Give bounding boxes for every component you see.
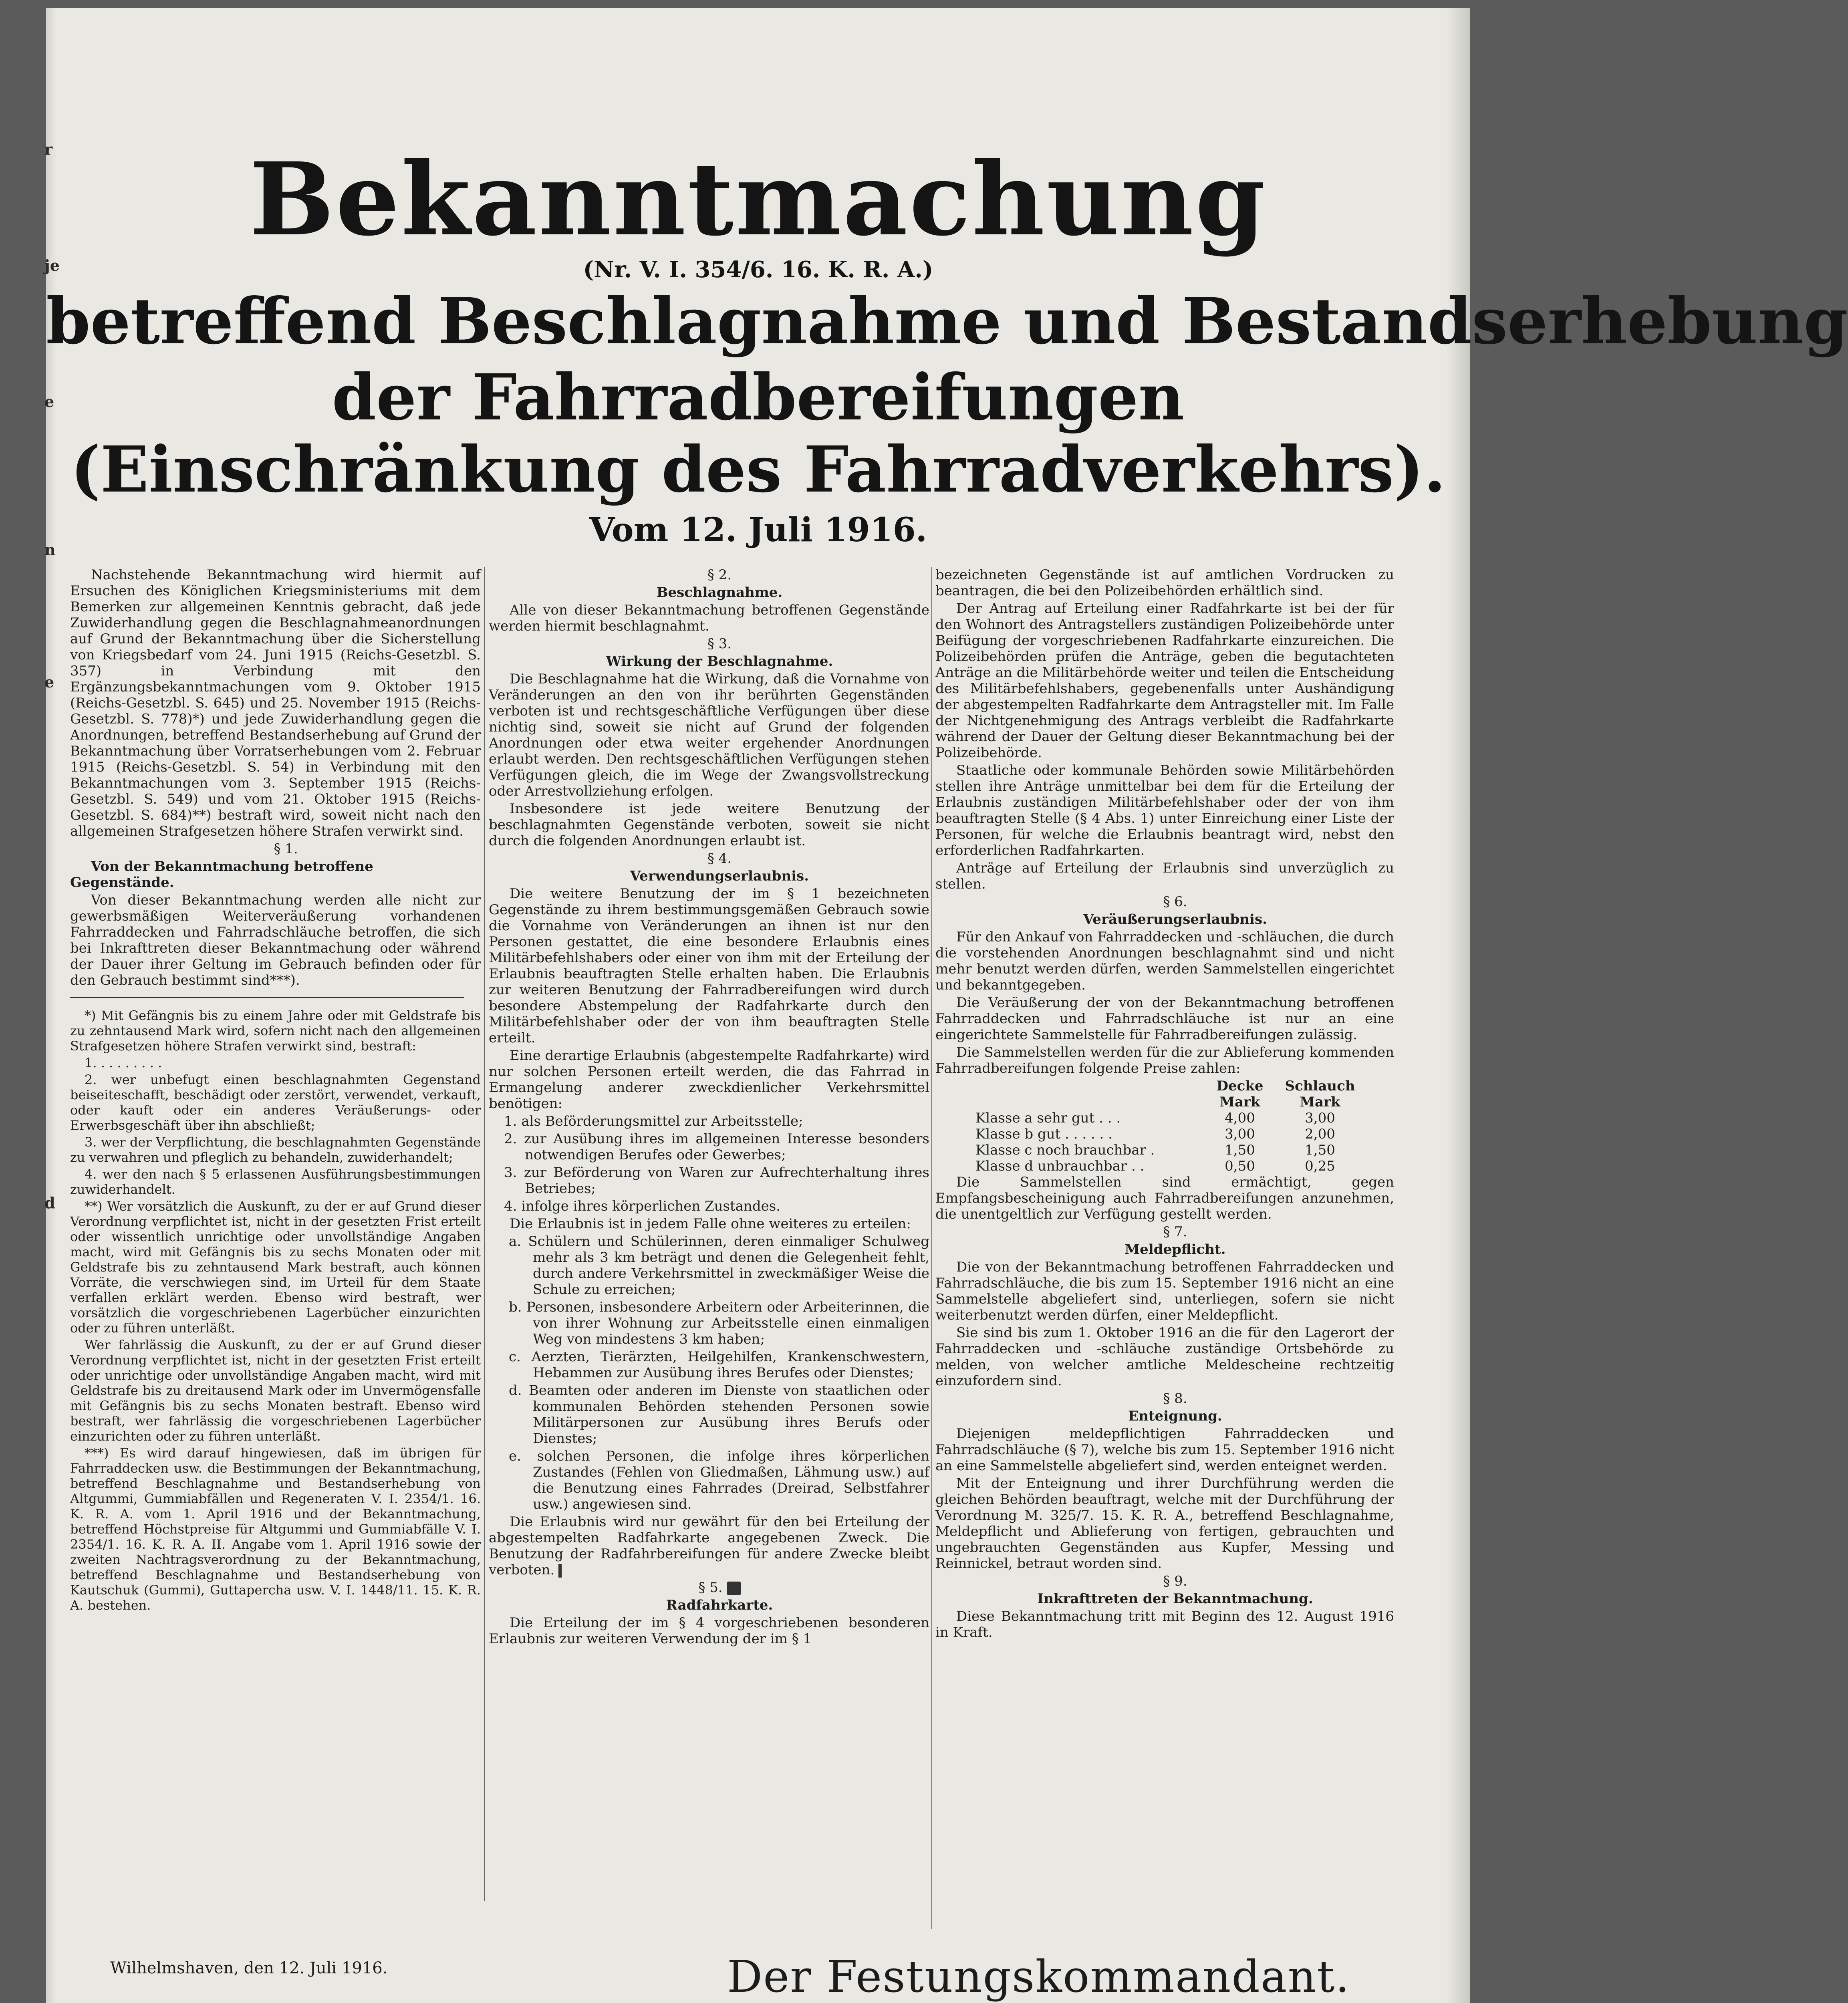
section-heading: Von der Bekanntmachung betroffene Gegenstände. — [70, 858, 373, 891]
list-item: b. Personen, insbesondere Arbeitern oder Arbeiterinnen, die von ihrer Wohnung zur Arbeitsstelle einen einmaligen Weg von mindestens 3 km haben; — [509, 1299, 929, 1347]
footnote-1-item: 1. . . . . . . . . — [85, 1055, 162, 1070]
footnote-2: **) Wer vorsätzlich die Auskunft, zu der er auf Grund dieser Verordnung verpflichtet ist, nicht in der gesetzten Frist erteilt oder wissentlich unrichtige oder unvollständige Angaben macht, wird mit Gefängnis bis zu sechs Monaten oder mit Geldstrafe bis zu zehntausend Mark bestraft, auch können Vorräte, die verschwiegen sind, im Urteil für dem Staate verfallen erklärt werden. Ebenso wird bestraft, wer vorsätzlich die vorgeschriebenen Lagerbücher einzurichten oder zu führen unterläßt. — [70, 1199, 481, 1336]
price-decke: 3,00 — [1225, 1126, 1255, 1142]
footnote-1: *) Mit Gefängnis bis zu einem Jahre oder mit Geldstrafe bis zu zehntausend Mark wird, sofern nicht nach den allgemeinen Strafgesetzen höhere Strafen verwirkt sind, bestraft: — [70, 1008, 481, 1054]
price-class: Klasse b gut . . . . . . — [975, 1126, 1112, 1142]
list-item: 2. zur Ausübung ihres im allgemeinen Interesse besonders notwendigen Berufes oder Gewerbes; — [504, 1131, 929, 1163]
column-left — [70, 567, 481, 1913]
list-item: e. solchen Personen, die infolge ihres körperlichen Zustandes (Fehlen von Gliedmaßen, Lähmung usw.) auf die Benutzung eines Fahrrades (Dreirad, Selbstfahrer usw.) angewiesen sind. — [509, 1448, 929, 1512]
footnote-1-item: 3. wer der Verpflichtung, die beschlagnahmten Gegenstände zu verwahren und pfleglich zu behandeln, zuwiderhandelt; — [70, 1134, 481, 1165]
section-heading: Meldepflicht. — [1125, 1241, 1226, 1257]
section-heading: Verwendungserlaubnis. — [630, 868, 809, 884]
section-number: § 1. — [274, 841, 298, 857]
section-text: Anträge auf Erteilung der Erlaubnis sind unverzüglich zu stellen. — [935, 860, 1394, 892]
announcement-title: Bekanntmachung — [249, 140, 1267, 258]
section-number — [489, 1580, 929, 1596]
price-row — [935, 1110, 1394, 1126]
section-text: Der Antrag auf Erteilung einer Radfahrkarte ist bei der für den Wohnort des Antragstellers zuständigen Polizeibehörde unter Beifügung der vorgeschriebenen Radfahrkarte einzureichen. Die Polizeibehörden prüfen die Anträge, geben die begutachteten Anträge an die Militärbehörde weiter und teilen die Entscheidung des Militärbefehlshabers, gegebenenfalls unter Aushändigung der abgestempelten Radfahrkarte dem Antragsteller mit. Im Falle der Nichtgenehmigung des Antrags verbleibt die Radfahrkarte während der Dauer der Geltung dieser Bekanntmachung bei der Polizeibehörde. — [935, 600, 1394, 761]
section-heading: Wirkung der Beschlagnahme. — [606, 653, 833, 669]
section-text: Sie sind bis zum 1. Oktober 1916 an die für den Lagerort der Fahrraddecken und -schläuche zuständige Ortsbehörde zu melden, von welcher amtliche Meldescheine rechtzeitig einzufordern sind. — [935, 1325, 1394, 1389]
section-number: § 3. — [707, 636, 732, 652]
section-text: Die Veräußerung der von der Bekanntmachung betroffenen Fahrraddecken und Fahrradschläuche ist nur an eine eingerichtete Sammelstelle für Fahrradbereifungen zulässig. — [935, 995, 1394, 1043]
price-schlauch: 0,25 — [1305, 1158, 1335, 1174]
margin-fragment: d — [44, 1194, 55, 1212]
footnote-2-cont: Wer fahrlässig die Auskunft, zu der er auf Grund dieser Verordnung verpflichtet ist, nicht in der gesetzten Frist erteilt oder unrichtige oder unvollständige Angaben macht, wird mit Geldstrafe bis zu dreitausend Mark oder im Unvermögensfalle mit Gefängnis bis zu sechs Monaten bestraft. Ebenso wird bestraft, wer fahrlässig die vorgeschriebenen Lagerbücher einzurichten oder zu führen unterläßt. — [70, 1337, 481, 1444]
section-heading: Veräußerungserlaubnis. — [1083, 911, 1267, 927]
section-text: Staatliche oder kommunale Behörden sowie Militärbehörden stellen ihre Anträge unmittelbar bei dem für die Erteilung der Erlaubnis zuständigen Militärbefehlshaber oder der von ihm beauftragten Stelle (§ 4 Abs. 1) unter Einreichung einer Liste der Personen, für welche die Erlaubnis beantragt wird, nebst den erforderlichen Radfahrkarten. — [935, 762, 1394, 858]
section-text: Die Beschlagnahme hat die Wirkung, daß die Vornahme von Veränderungen an den von ihr berührten Gegenständen verboten ist und rechtsgeschäftliche Verfügungen über diese nichtig sind, soweit sie nicht auf Grund der folgenden Anordnungen oder etwa weiter ergehender Anordnungen erlaubt werden. Den rechtsgeschäftlichen Verfügungen stehen Verfügungen gleich, die im Wege der Zwangsvollstreckung oder Arrestvollziehung erfolgen. — [489, 671, 929, 799]
place-and-date: Wilhelmshaven, den 12. Juli 1916. — [110, 1959, 388, 1977]
price-row — [935, 1158, 1394, 1174]
section-text: bezeichneten Gegenstände ist auf amtlichen Vordrucken zu beantragen, die bei den Polizeibehörden erhältlich sind. — [935, 567, 1394, 599]
section-text: Die Sammelstellen sind ermächtigt, gegen Empfangsbescheinigung auch Fahrradbereifungen anzunehmen, die unentgeltlich zur Verfügung gestellt werden. — [935, 1174, 1394, 1222]
price-unit-cell — [935, 1094, 1204, 1110]
issue-date: Vom 12. Juli 1916. — [589, 511, 927, 549]
subtitle-line-2: der Fahrradbereifungen — [332, 361, 1185, 435]
section-text: Die Sammelstellen werden für die zur Ablieferung kommenden Fahrradbereifungen folgende Preise zahlen: — [935, 1044, 1394, 1076]
section-heading: Inkrafttreten der Bekanntmachung. — [1037, 1591, 1313, 1607]
section-text: Diese Bekanntmachung tritt mit Beginn des 12. August 1916 in Kraft. — [935, 1608, 1394, 1640]
section-text: Mit der Enteignung und ihrer Durchführung werden die gleichen Behörden beauftragt, welche mit der Durchführung der Verordnung M. 325/7. 15. K. R. A., betreffend Beschlagnahme, Meldepflicht und Ablieferung von fertigen, gebrauchten und ungebrauchten Gegenständen aus Kupfer, Messing und Reinnickel, betraut worden sind. — [935, 1475, 1394, 1572]
list-item: 4. infolge ihres körperlichen Zustandes. — [504, 1198, 780, 1214]
price-header-cell: Schlauch — [1285, 1078, 1355, 1094]
section-number: § 7. — [1163, 1224, 1187, 1240]
section-number-text: § 5. — [698, 1580, 723, 1596]
price-unit-cell: Mark — [1219, 1094, 1260, 1110]
footnotes — [70, 1008, 481, 1613]
list-item: c. Aerzten, Tierärzten, Heilgehilfen, Krankenschwestern, Hebammen zur Ausübung ihres Berufes oder Dienstes; — [509, 1349, 929, 1381]
column-divider — [931, 567, 932, 1929]
margin-fragment: e — [44, 393, 54, 411]
list-item: a. Schülern und Schülerinnen, deren einmaliger Schulweg mehr als 3 km beträgt und denen die Gelegenheit fehlt, durch andere Verkehrsmittel in zweckmäßiger Weise die Schule zu erreichen; — [509, 1233, 929, 1298]
section-text: Alle von dieser Bekanntmachung betroffenen Gegenstände werden hiermit beschlagnahmt. — [489, 602, 929, 634]
list-item: 3. zur Beförderung von Waren zur Aufrechterhaltung ihres Betriebes; — [504, 1165, 929, 1197]
price-unit-cell: Mark — [1300, 1094, 1340, 1110]
reference-number: (Nr. V. I. 354/6. 16. K. R. A.) — [583, 256, 933, 283]
column-divider — [484, 567, 485, 1901]
list-item: d. Beamten oder anderen im Dienste von staatlichen oder kommunalen Behörden stehenden Personen sowie Militärpersonen zur Ausübung ihres Berufs oder Dienstes; — [509, 1382, 929, 1447]
price-class: Klasse a sehr gut . . . — [975, 1110, 1121, 1126]
section-number: § 9. — [1163, 1573, 1187, 1589]
section-number: § 8. — [1163, 1390, 1187, 1407]
signature: Der Festungskommandant. — [727, 1951, 1350, 2002]
column-right — [935, 567, 1394, 1929]
section-number: § 2. — [707, 567, 732, 583]
price-class: Klasse c noch brauchbar . — [975, 1142, 1155, 1158]
section-number: § 4. — [707, 850, 732, 866]
margin-fragment: je — [44, 256, 60, 274]
price-decke: 0,50 — [1225, 1158, 1255, 1174]
price-header-cell: Decke — [1216, 1078, 1264, 1094]
section-text: Die Erteilung der im § 4 vorgeschriebenen besonderen Erlaubnis zur weiteren Verwendung der im § 1 — [489, 1615, 929, 1647]
margin-fragment: n — [44, 541, 56, 559]
price-decke: 1,50 — [1225, 1142, 1255, 1158]
section-text: Eine derartige Erlaubnis (abgestempelte Radfahrkarte) wird nur solchen Personen erteilt werden, die das Fahrrad in Ermangelung anderer zweckdienlicher Verkehrsmittel benötigen: — [489, 1048, 929, 1112]
section-text: Die weitere Benutzung der im § 1 bezeichneten Gegenstände zu ihrem bestimmungsgemäßen Gebrauch sowie die Vornahme von Veränderungen an ihnen ist nur den Personen gestattet, die eine besondere Erlaubnis eines Militärbefehlshabers oder einer von ihm mit der Erteilung der Erlaubnis beauftragten Stelle erhalten haben. Die Erlaubnis zur weiteren Benutzung der Fahrradbereifungen wird durch besondere Abstempelung der Radfahrkarte durch den Militärbefehlshaber oder der von ihm beauftragten Stelle erteilt. — [489, 886, 929, 1046]
section-text: Für den Ankauf von Fahrraddecken und -schläuchen, die durch die vorstehenden Anordnungen beschlagnahmt sind und nicht mehr benutzt werden dürfen, werden Sammelstellen eingerichtet und bekanntgegeben. — [935, 929, 1394, 993]
subtitle-line-1: betreffend Beschlagnahme und Bestandserhebung — [46, 284, 1848, 359]
column-middle — [489, 567, 929, 2003]
footnote-3: ***) Es wird darauf hingewiesen, daß im übrigen für Fahrraddecken usw. die Bestimmungen der Bekanntmachung, betreffend Beschlagnahme und Bestandserhebung von Altgummi, Gummiabfällen und Regeneraten V. I. 2354/1. 16. K. R. A. vom 1. April 1916 und der Bekanntmachung, betreffend Höchstpreise für Altgummi und Gummiabfälle V. I. 2354/1. 16. K. R. A. II. Angabe vom 1. April 1916 sowie der zweiten Nachtragsverordnung zu der Bekanntmachung, betreffend Beschlagnahme und Bestandserhebung von Kautschuk (Gummi), Guttapercha usw. V. I. 1448/11. 15. K. R. A. bestehen. — [70, 1445, 481, 1613]
section-text-body: Die Erlaubnis wird nur gewährt für den bei Erteilung der abgestempelten Radfahrkarte angegebenen Zweck. Die Benutzung der Radfahrbereifungen für andere Zwecke bleibt verboten. — [489, 1514, 929, 1578]
print-mark-icon — [558, 1564, 562, 1578]
section-heading: Enteignung. — [1128, 1408, 1222, 1424]
subtitle-line-3: (Einschränkung des Fahrradverkehrs). — [71, 433, 1446, 507]
section-text: Die Erlaubnis ist in jedem Falle ohne weiteres zu erteilen: — [510, 1216, 911, 1232]
price-table-units — [935, 1094, 1394, 1110]
footnote-separator — [70, 997, 464, 998]
section-text: Insbesondere ist jede weitere Benutzung der beschlagnahmten Gegenstände verboten, soweit sie nicht durch die folgenden Anordnungen erlaubt ist. — [489, 801, 929, 849]
price-table — [935, 1078, 1394, 1174]
section-number: § 6. — [1163, 894, 1187, 910]
margin-fragment: r — [44, 140, 53, 158]
price-table-header — [935, 1078, 1394, 1094]
margin-fragment: e — [44, 673, 54, 691]
list-item: 1. als Beförderungsmittel zur Arbeitsstelle; — [504, 1113, 803, 1129]
price-row — [935, 1142, 1394, 1158]
section-text: Die von der Bekanntmachung betroffenen Fahrraddecken und Fahrradschläuche, die bis zum 15. September 1916 nicht an eine Sammelstelle abgeliefert sind, unterliegen, sofern sie nicht weiterbenutzt werden dürfen, einer Meldepflicht. — [935, 1259, 1394, 1323]
section-text — [489, 1514, 929, 1578]
print-blot-icon — [727, 1582, 741, 1595]
price-class: Klasse d unbrauchbar . . — [975, 1158, 1145, 1174]
footnote-1-item: 4. wer den nach § 5 erlassenen Ausführungsbestimmungen zuwiderhandelt. — [70, 1167, 481, 1197]
section-text: Diejenigen meldepflichtigen Fahrraddecken und Fahrradschläuche (§ 7), welche bis zum 15. September 1916 nicht an eine Sammelstelle abgeliefert sind, werden enteignet werden. — [935, 1426, 1394, 1474]
footnote-1-item: 2. wer unbefugt einen beschlagnahmten Gegenstand beiseiteschafft, beschädigt oder zerstört, verwendet, verkauft, oder kauft oder ein anderes Veräußerungs- oder Erwerbsgeschäft über ihn abschließt; — [70, 1072, 481, 1133]
price-schlauch: 1,50 — [1305, 1142, 1335, 1158]
price-header-cell — [935, 1078, 1204, 1094]
section-text: Von dieser Bekanntmachung werden alle nicht zur gewerbsmäßigen Weiterveräußerung vorhandenen Fahrraddecken und Fahrradschläuche betroffen, die sich bei Inkrafttreten dieser Bekanntmachung oder während der Dauer ihrer Geltung im Gebrauch befinden oder für den Gebrauch bestimmt sind***). — [70, 892, 481, 988]
section-heading: Radfahrkarte. — [666, 1597, 773, 1613]
section-heading: Beschlagnahme. — [656, 584, 783, 600]
intro-paragraph: Nachstehende Bekanntmachung wird hiermit auf Ersuchen des Königlichen Kriegsministeriums mit dem Bemerken zur allgemeinen Kenntnis gebracht, daß jede Zuwiderhandlung gegen die Beschlagnahmeanordnungen auf Grund der Bekanntmachung über die Sicherstellung von Kriegsbedarf vom 24. Juni 1915 (Reichs-Gesetzbl. S. 357) in Verbindung mit den Ergänzungsbekanntmachungen vom 9. Oktober 1915 (Reichs-Gesetzbl. S. 645) und 25. November 1915 (Reichs-Gesetzbl. S. 778)*) und jede Zuwiderhandlung gegen die Anordnungen, betreffend Bestandserhebung auf Grund der Bekanntmachung über Vorratserhebungen vom 2. Februar 1915 (Reichs-Gesetzbl. S. 54) in Verbindung mit den Bekanntmachungen vom 3. September 1915 (Reichs-Gesetzbl. S. 549) und vom 21. Oktober 1915 (Reichs-Gesetzbl. S. 684)**) bestraft wird, soweit nicht nach den allgemeinen Strafgesetzen höhere Strafen verwirkt sind. — [70, 567, 481, 839]
newspaper-page — [44, 8, 1848, 2003]
price-schlauch: 2,00 — [1305, 1126, 1335, 1142]
price-row — [935, 1126, 1394, 1142]
price-schlauch: 3,00 — [1305, 1110, 1335, 1126]
price-decke: 4,00 — [1225, 1110, 1255, 1126]
